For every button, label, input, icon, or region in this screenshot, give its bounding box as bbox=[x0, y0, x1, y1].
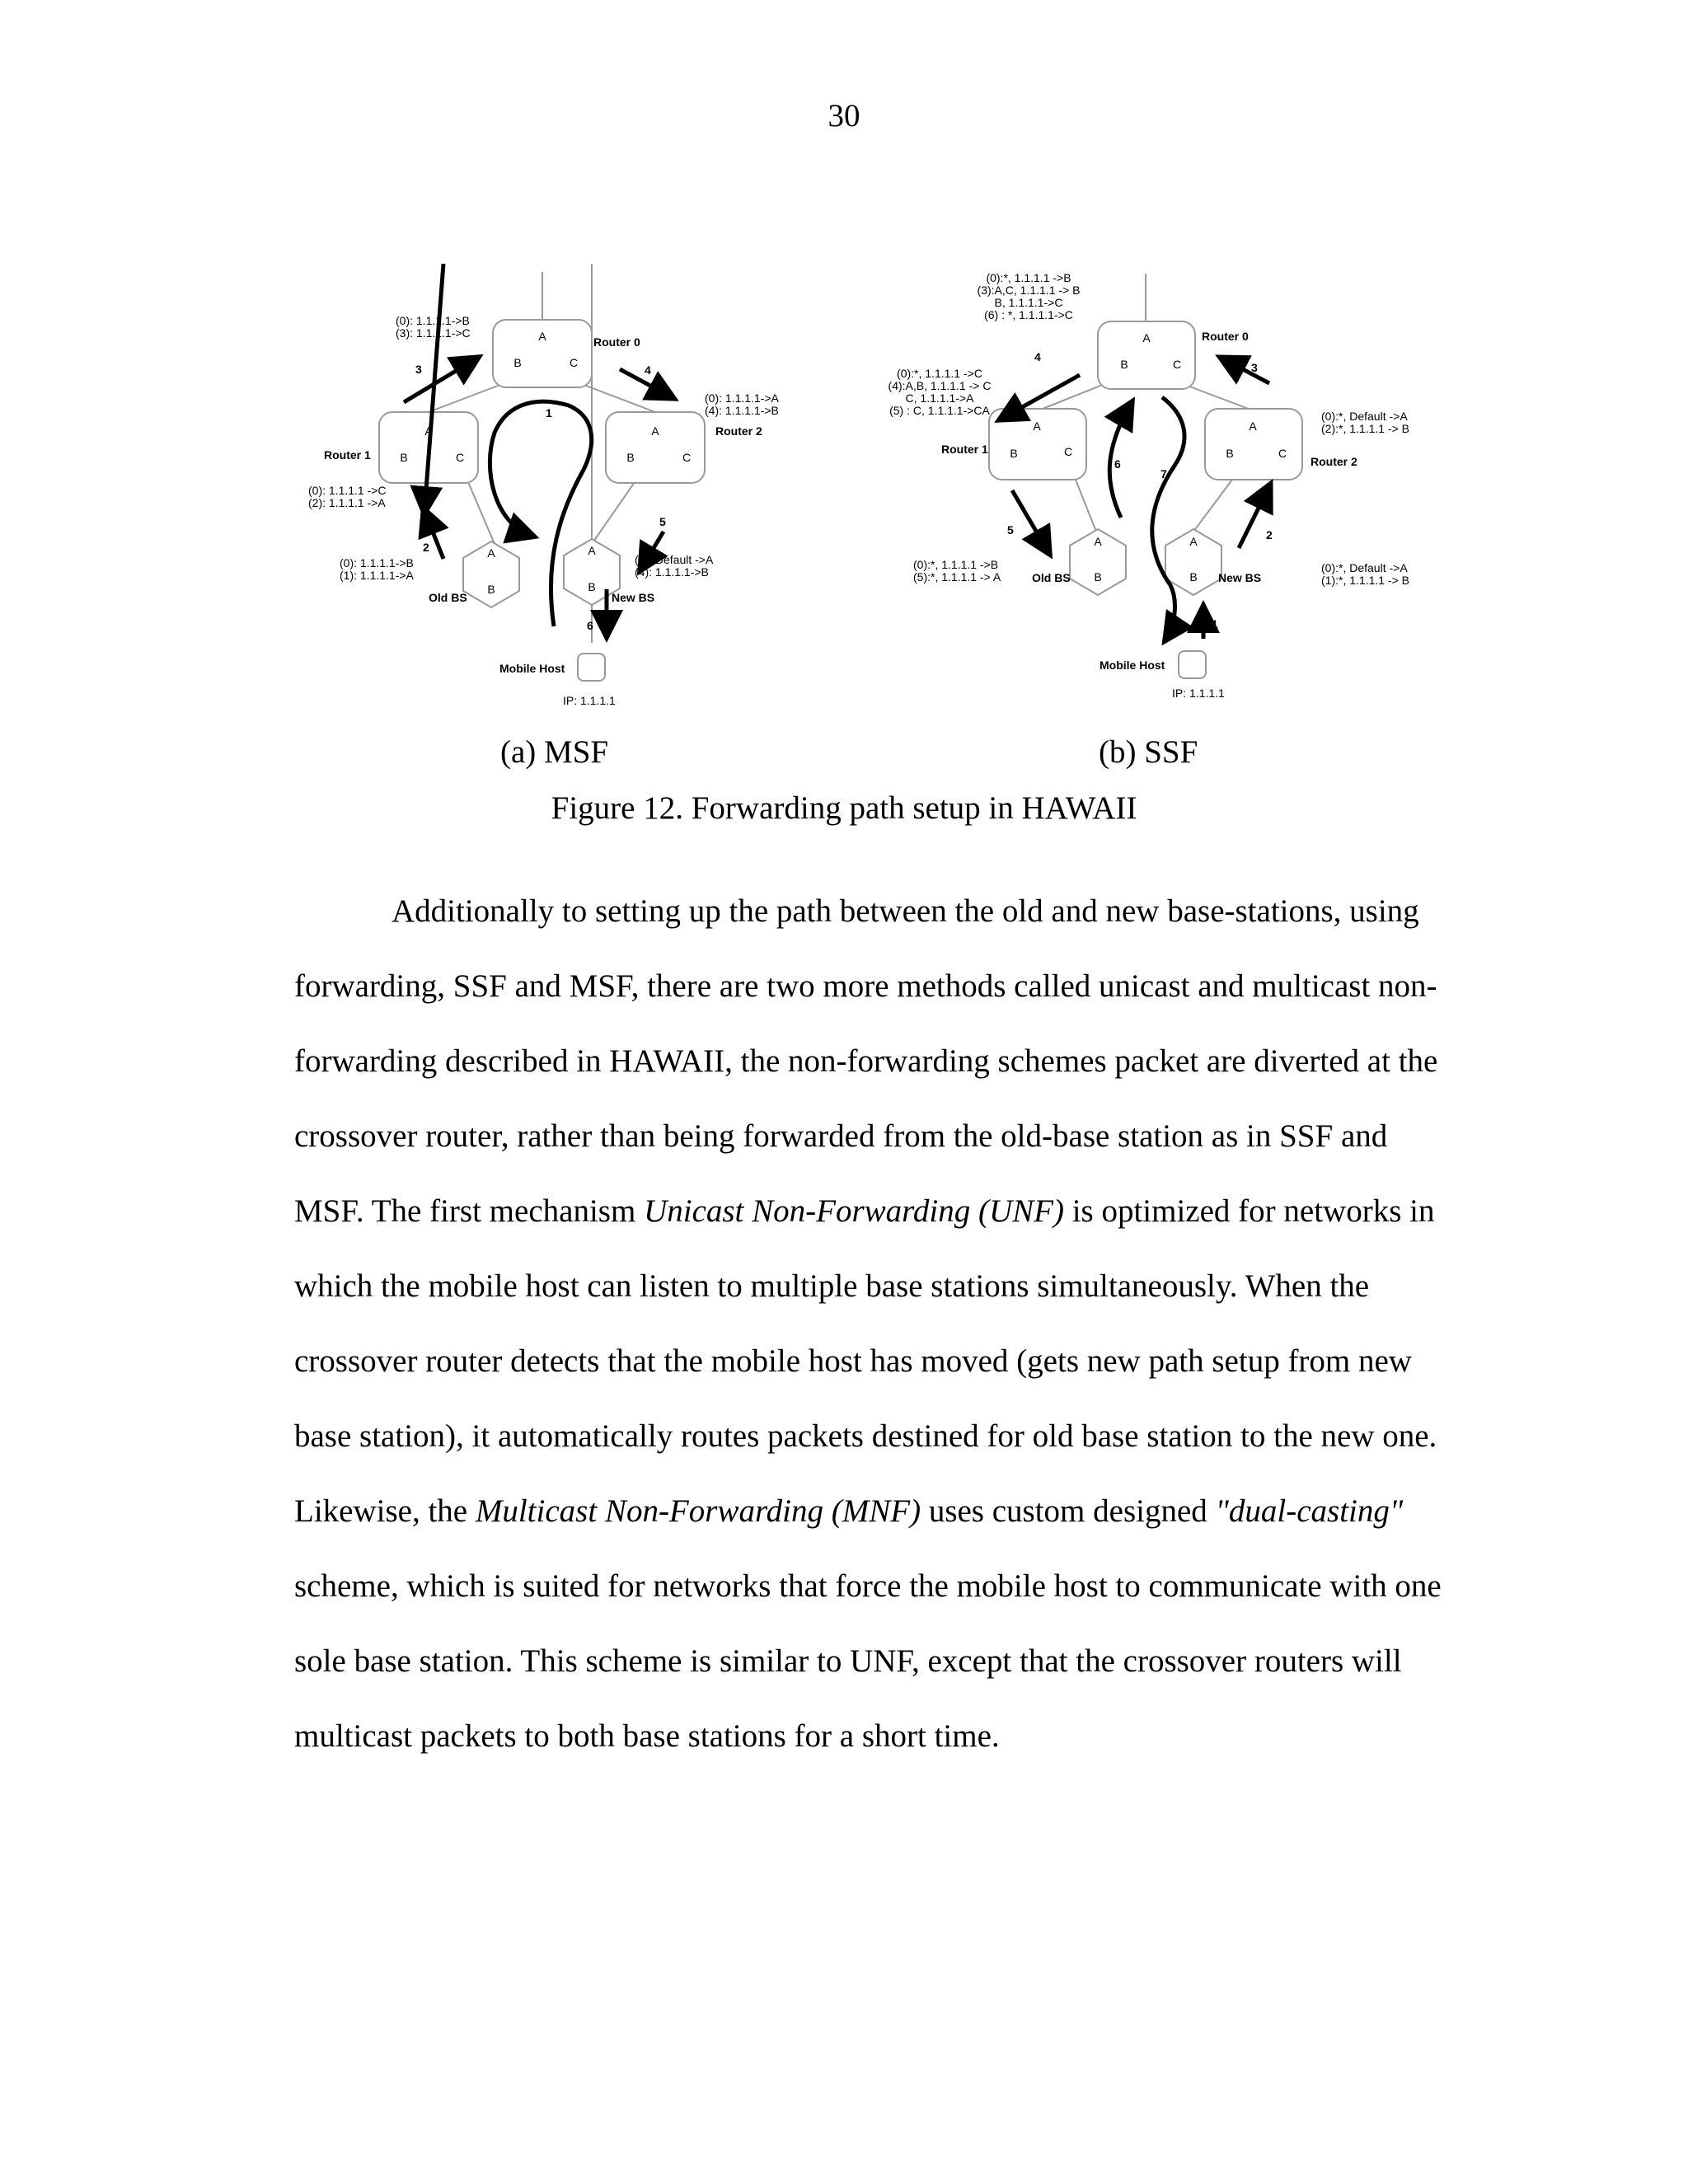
ssf-arrow-7 bbox=[1152, 397, 1184, 639]
ssf-diagram bbox=[889, 271, 1409, 700]
body-line-11: sole base station. This scheme is similar to UNF, except that the crossover routers will bbox=[294, 1643, 1402, 1679]
ssf-step-4: 4 bbox=[1034, 350, 1041, 363]
ssf-step-2: 2 bbox=[1266, 528, 1273, 541]
ssf-step-5: 5 bbox=[1007, 523, 1014, 537]
ssf-r0-port-a: A bbox=[1142, 331, 1151, 344]
figure-caption: Figure 12. Forwarding path setup in HAWAII bbox=[551, 790, 1137, 826]
msf-r1-port-a: A bbox=[424, 424, 433, 438]
body-line-9 bbox=[294, 1474, 1465, 1549]
msf-oldbs-port-b: B bbox=[487, 583, 495, 596]
msf-r2-table-0: (0): 1.1.1.1->A bbox=[705, 391, 779, 405]
msf-newbs-table-1: (4): 1.1.1.1->B bbox=[635, 565, 709, 579]
msf-router2-box bbox=[606, 412, 705, 483]
ssf-step-1: 1 bbox=[1212, 617, 1218, 630]
ssf-r0-port-c: C bbox=[1172, 358, 1182, 371]
ssf-r2-port-c: C bbox=[1278, 447, 1287, 460]
msf-r0-table-0: (0): 1.1.1.1->B bbox=[396, 314, 470, 327]
body-line-12: multicast packets to both base stations for a short time. bbox=[294, 1718, 1000, 1754]
msf-oldbs-port-a: A bbox=[487, 546, 495, 560]
msf-diagram bbox=[308, 264, 780, 707]
msf-oldbs-table-1: (1): 1.1.1.1->A bbox=[340, 569, 414, 582]
ssf-r1-table-0: (0):*, 1.1.1.1 ->C bbox=[897, 367, 982, 380]
ssf-step-3: 3 bbox=[1251, 361, 1258, 374]
ssf-router2-label: Router 2 bbox=[1311, 455, 1357, 468]
msf-step-5: 5 bbox=[659, 515, 666, 528]
body-line-5-b: is optimized for networks in bbox=[1063, 1193, 1435, 1229]
ssf-mobile-host-label: Mobile Host bbox=[1100, 658, 1165, 672]
mnf-term: Multicast Non-Forwarding (MNF) bbox=[475, 1493, 921, 1529]
ssf-newbs-port-b: B bbox=[1189, 570, 1198, 583]
ssf-r1-table-3: (5) : C, 1.1.1.1->CA bbox=[889, 404, 990, 417]
sub-caption-ssf: (b) SSF bbox=[1099, 734, 1198, 770]
ssf-r0-port-b: B bbox=[1120, 358, 1128, 371]
msf-r0-port-b: B bbox=[513, 356, 522, 369]
msf-newbs-port-b: B bbox=[588, 580, 596, 593]
ssf-r1-table-1: (4):A,B, 1.1.1.1 -> C bbox=[888, 379, 992, 392]
msf-router1-label: Router 1 bbox=[324, 448, 371, 462]
forwarding-path-diagram bbox=[0, 264, 1688, 841]
body-line-5-a: MSF. The first mechanism bbox=[294, 1193, 645, 1229]
ssf-r1-port-a: A bbox=[1033, 419, 1041, 433]
msf-r2-table-1: (4): 1.1.1.1->B bbox=[705, 404, 779, 417]
msf-old-bs-label: Old BS bbox=[429, 591, 467, 604]
ssf-r1-port-c: C bbox=[1063, 445, 1073, 458]
msf-ip-label: IP: 1.1.1.1 bbox=[563, 694, 616, 707]
body-paragraph bbox=[294, 874, 1465, 1774]
msf-router2-label: Router 2 bbox=[715, 424, 762, 438]
msf-newbs-port-a: A bbox=[588, 544, 596, 557]
ssf-r0-table-3: (6) : *, 1.1.1.1->C bbox=[984, 308, 1073, 321]
dual-casting-term: "dual-casting" bbox=[1215, 1493, 1404, 1529]
unf-term: Unicast Non-Forwarding (UNF) bbox=[644, 1193, 1064, 1229]
msf-r2-port-a: A bbox=[651, 424, 659, 438]
msf-new-bs-label: New BS bbox=[612, 591, 655, 604]
ssf-oldbs-table-0: (0):*, 1.1.1.1 ->B bbox=[913, 558, 999, 571]
msf-r2-port-c: C bbox=[682, 451, 692, 464]
msf-newbs-table-0: (0): Default ->A bbox=[635, 553, 714, 566]
msf-r0-table-1: (3): 1.1.1.1->C bbox=[396, 326, 471, 340]
msf-r1-table-1: (2): 1.1.1.1 ->A bbox=[308, 496, 386, 509]
ssf-ip-label: IP: 1.1.1.1 bbox=[1172, 687, 1225, 700]
ssf-arrow-5 bbox=[1012, 490, 1048, 552]
ssf-r0-table-1: (3):A,C, 1.1.1.1 -> B bbox=[977, 284, 1081, 297]
body-line-6: which the mobile host can listen to multiple base stations simultaneously. When the bbox=[294, 1268, 1370, 1304]
body-line-3: forwarding described in HAWAII, the non-forwarding schemes packet are diverted at the bbox=[294, 1043, 1438, 1079]
ssf-r2-port-b: B bbox=[1226, 447, 1234, 460]
msf-r2-port-b: B bbox=[626, 451, 635, 464]
ssf-newbs-table-1: (1):*, 1.1.1.1 -> B bbox=[1321, 574, 1409, 587]
ssf-old-bs-label: Old BS bbox=[1032, 571, 1071, 584]
ssf-newbs-port-a: A bbox=[1189, 535, 1198, 548]
figure-12 bbox=[0, 264, 1688, 841]
msf-step-6: 6 bbox=[587, 619, 593, 632]
msf-oldbs-table-0: (0): 1.1.1.1->B bbox=[340, 556, 414, 569]
body-line-7: crossover router detects that the mobile host has moved (gets new path setup from new bbox=[294, 1343, 1412, 1379]
msf-step-1: 1 bbox=[546, 406, 552, 419]
ssf-oldbs-port-b: B bbox=[1094, 570, 1102, 583]
ssf-r1-table-2: C, 1.1.1.1->A bbox=[905, 391, 974, 405]
body-line-2: forwarding, SSF and MSF, there are two more methods called unicast and multicast non- bbox=[294, 968, 1437, 1004]
ssf-newbs-table-0: (0):*, Default ->A bbox=[1321, 561, 1408, 574]
msf-r0-port-c: C bbox=[569, 356, 579, 369]
ssf-router1-label: Router 1 bbox=[941, 443, 988, 456]
ssf-mobile-host-box bbox=[1179, 651, 1206, 678]
body-line-5 bbox=[294, 1174, 1465, 1249]
ssf-r0-table-0: (0):*, 1.1.1.1 ->B bbox=[986, 271, 1071, 284]
ssf-new-bs-label: New BS bbox=[1218, 571, 1262, 584]
body-line-4: crossover router, rather than being forwarded from the old-base station as in SSF and bbox=[294, 1118, 1388, 1154]
ssf-arrow-3 bbox=[1222, 359, 1269, 383]
body-line-1: Additionally to setting up the path between the old and new base-stations, using bbox=[392, 893, 1419, 929]
msf-mobile-host-box bbox=[578, 654, 605, 681]
ssf-step-6: 6 bbox=[1114, 457, 1121, 471]
msf-r1-port-b: B bbox=[400, 451, 408, 464]
ssf-r2-table-0: (0):*, Default ->A bbox=[1321, 410, 1408, 423]
ssf-step-7: 7 bbox=[1160, 467, 1167, 480]
body-line-9-b: uses custom designed bbox=[921, 1493, 1216, 1529]
sub-caption-msf: (a) MSF bbox=[500, 734, 609, 770]
body-line-8: base station), it automatically routes packets destined for old base station to the new one. bbox=[294, 1418, 1437, 1454]
ssf-oldbs-port-a: A bbox=[1094, 535, 1102, 548]
ssf-r2-table-1: (2):*, 1.1.1.1 -> B bbox=[1321, 422, 1409, 435]
msf-r0-port-a: A bbox=[538, 330, 546, 343]
ssf-r0-table-2: B, 1.1.1.1->C bbox=[994, 296, 1063, 309]
msf-step-4: 4 bbox=[645, 363, 651, 377]
ssf-r2-port-a: A bbox=[1249, 419, 1257, 433]
page-number: 30 bbox=[828, 98, 860, 134]
ssf-arrows bbox=[1001, 359, 1269, 639]
body-line-10: scheme, which is suited for networks that force the mobile host to communicate with one bbox=[294, 1568, 1442, 1604]
msf-r1-table-0: (0): 1.1.1.1 ->C bbox=[308, 484, 387, 497]
ssf-router0-label: Router 0 bbox=[1202, 330, 1249, 343]
ssf-oldbs-table-1: (5):*, 1.1.1.1 -> A bbox=[913, 570, 1001, 583]
ssf-arrow-2 bbox=[1239, 486, 1269, 548]
ssf-r1-port-b: B bbox=[1010, 447, 1018, 460]
body-line-9-a: Likewise, the bbox=[294, 1493, 476, 1529]
msf-step-3: 3 bbox=[415, 363, 422, 376]
msf-step-2: 2 bbox=[423, 541, 429, 554]
msf-r1-port-c: C bbox=[455, 451, 465, 464]
msf-mobile-host-label: Mobile Host bbox=[499, 662, 565, 675]
msf-router0-label: Router 0 bbox=[593, 335, 640, 349]
